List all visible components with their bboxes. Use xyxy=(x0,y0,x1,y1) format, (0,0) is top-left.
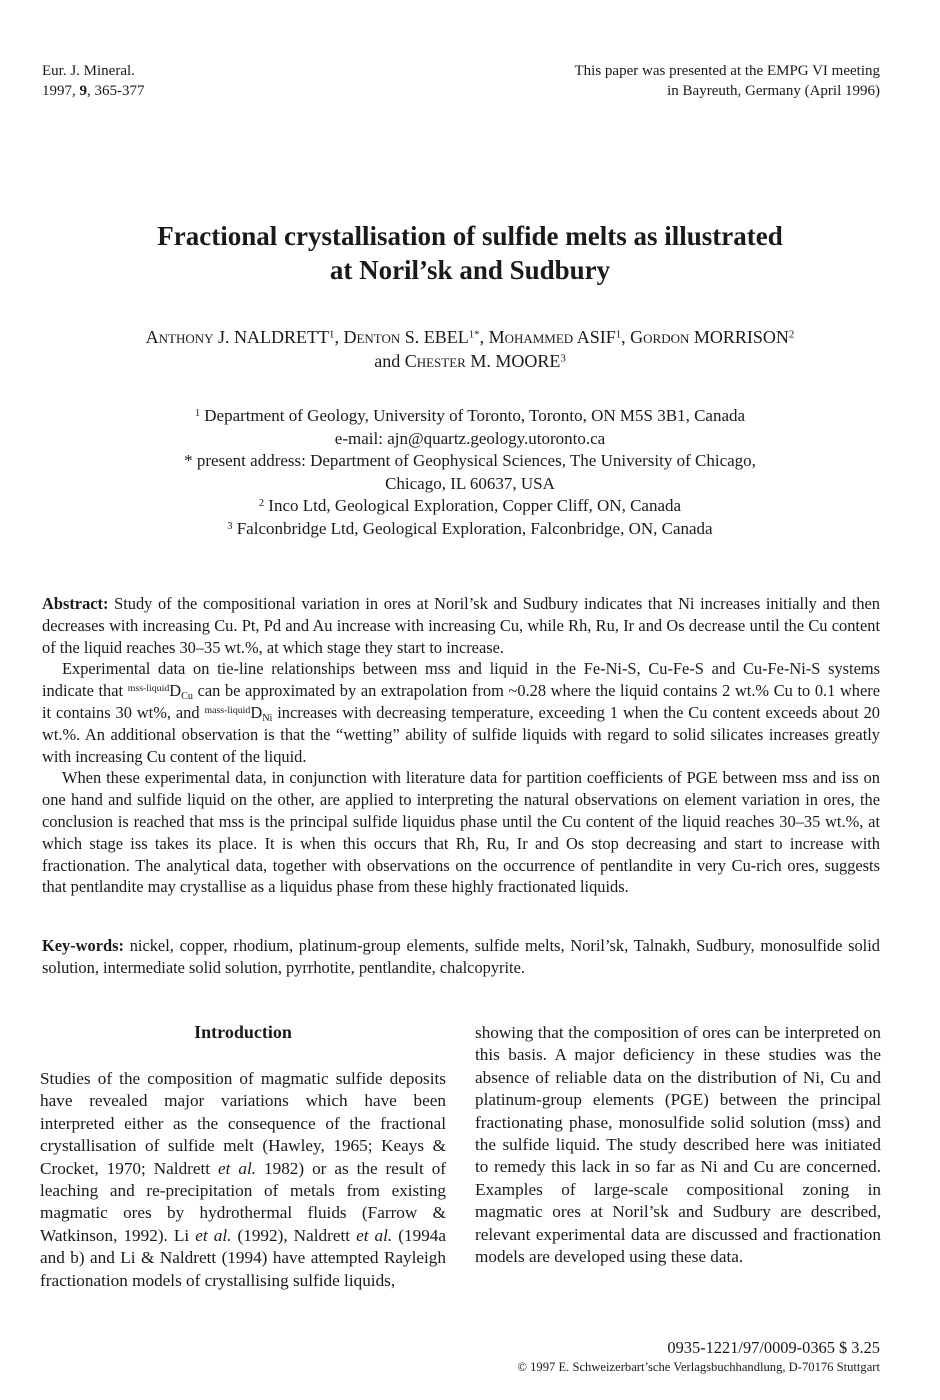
keywords-text: nickel, copper, rhodium, platinum-group elements, sulfide melts, Noril’sk, Talnakh, Sudbury, monosulfide solid solution, intermediate solid solution, pyrrhotite, pentlandite, chalcopyrite. xyxy=(42,936,880,977)
paper-title-line2: at Noril’sk and Sudbury xyxy=(329,255,611,285)
abstract xyxy=(42,593,880,898)
author-line1: Anthony J. NALDRETT$^1$, Denton S. $EBEL^{1*}$, Mohammed ASIF$^1$, Gordon MORRISON$^2$ xyxy=(145,327,795,347)
introduction-heading: Introduction xyxy=(194,1022,292,1042)
meeting-note xyxy=(575,61,880,101)
author-email: e-mail: ajn@quartz.geology.utoronto.ca xyxy=(334,428,606,448)
abstract-label: Abstract: xyxy=(42,594,109,613)
introduction-paragraph: Studies of the composition of magmatic sulfide deposits have revealed major variations which have been interpreted either as the consequence of the fractional crystallisation of sulfide melt (Hawley, 1965; Keays & Crocket, 1970; Naldrett et al. 1982) or as the result of leaching and re-precipitation of metals from existing magmatic ores by hydrothermal fluids (Farrow & Watkinson, 1992). Li et al. (1992), Naldrett et al. (1994a and b) and Li & Naldrett (1994) have attempted Rayleigh fractionation models of crystallising sulfide liquids, xyxy=(40,1069,447,1290)
journal-pages: , 365-377 xyxy=(87,83,145,99)
introduction-paragraph-continued: showing that the composition of ores can be interpreted on this basis. A major deficiency in these studies was the absence of reliable data on the distribution of Ni, Cu and platinum-group elements (PGE) between the principal fractionating phase, monosulfide solid solution (mss) and the sulfide liquid. The study described here was initiated to remedy this lack in so far as Ni and Cu are concerned. Examples of large-scale compositional zoning in magmatic ores at Noril’sk and Sudbury are described, relevant experimental data are discussed and fractionation models are developed using these data. xyxy=(475,1023,881,1267)
author-list xyxy=(40,325,900,373)
journal-volume-pages xyxy=(42,81,145,101)
abstract-paragraph-3: When these experimental data, in conjunction with literature data for partition coefficients of PGE between mss and iss on one hand and sulfide liquid on the other, are applied to interpreting the natural observations on element variation in ores, the conclusion is reached that mss is the principal sulfide liquidus phase until the Cu content of the liquid reaches 30–35 wt.%, at which stage iss takes its place. It is when this occurs that Rh, Ru, Ir and Os stop decreasing and start to increase with fractionation. The analytical data, together with observations on the occurrence of pentlandite in very Cu-rich ores, suggests that pentlandite may crystallise as a liquidus phase from these highly fractionated liquids. xyxy=(42,768,880,897)
affiliations xyxy=(40,405,900,540)
paper-title-line1: Fractional crystallisation of sulfide melts as illustrated xyxy=(157,221,783,251)
journal-name: Eur. J. Mineral. xyxy=(42,63,135,79)
affiliation-3: $^3$ Falconbridge Ltd, Geological Exploration, Falconbridge, ON, Canada xyxy=(227,518,713,538)
journal-year: 1997, xyxy=(42,83,76,99)
paper-title xyxy=(0,219,940,287)
meeting-note-line2: in Bayreuth, Germany (April 1996) xyxy=(667,83,880,99)
affiliation-2: $^2$ Inco Ltd, Geological Exploration, Copper Cliff, ON, Canada xyxy=(258,496,682,515)
introduction-right-column xyxy=(475,1022,881,1268)
introduction-left-column xyxy=(40,1020,446,1292)
affiliation-1: $^1$ Department of Geology, University of Toronto, Toronto, ON M5S 3B1, Canada xyxy=(194,406,746,425)
journal-citation xyxy=(42,61,145,101)
present-address: * present address: Department of Geophysical Sciences, The University of Chicago, xyxy=(184,451,756,470)
journal-volume: 9 xyxy=(79,83,87,99)
author-line2 xyxy=(40,349,900,373)
copyright-notice: © 1997 E. Schweizerbart’sche Verlagsbuchhandlung, D-70176 Stuttgart xyxy=(517,1360,880,1374)
author-naldrett: Anthony J. NALDRETT$^1$ xyxy=(145,327,335,347)
abstract-paragraph-1: Abstract: Study of the compositional variation in ores at Noril’sk and Sudbury indicates that Ni increases initially and then decreases with increasing Cu. Pt, Pd and Au increase with increasing Cu, while Rh, Ru, Ir and Os decrease until the Cu content of the liquid reaches 30–35 wt.%, at which stage they start to increase. xyxy=(42,594,880,657)
author-moore: Chester M. MOORE$^3$ xyxy=(404,351,566,371)
present-address-line2: Chicago, IL 60637, USA xyxy=(385,473,555,493)
meeting-note-line1: This paper was presented at the EMPG VI meeting xyxy=(574,63,880,79)
keywords xyxy=(42,935,880,979)
issn-price: 0935-1221/97/0009-0365 $ 3.25 xyxy=(667,1338,880,1357)
author-asif: Mohammed ASIF$^1$ xyxy=(488,327,622,347)
author-and: and xyxy=(374,351,401,371)
keywords-label: Key-words: xyxy=(42,936,124,955)
abstract-paragraph-2: Experimental data on tie-line relationships between mss and liquid in the Fe-Ni-S, Cu-Fe-S and Cu-Fe-Ni-S systems indicate that $^{mss-liquid}D_{Cu}$ can be approximated by an extrapolation from ~0.28 where the liquid contains 2 wt.% Cu to 0.1 where it contains 30 wt%, and $^{mass-liquid}D_{Ni}$ increases with decreasing temperature, exceeding 1 when the Cu content exceeds about 20 wt.%. An additional observation is that the “wetting” ability of sulfide liquids with regard to solid silicates increases greatly with increasing Cu content of the liquid. xyxy=(42,659,881,766)
author-morrison: Gordon MORRISON$^2$ xyxy=(630,327,795,347)
author-ebel: Denton S. $EBEL^{1*}$ xyxy=(343,327,480,347)
